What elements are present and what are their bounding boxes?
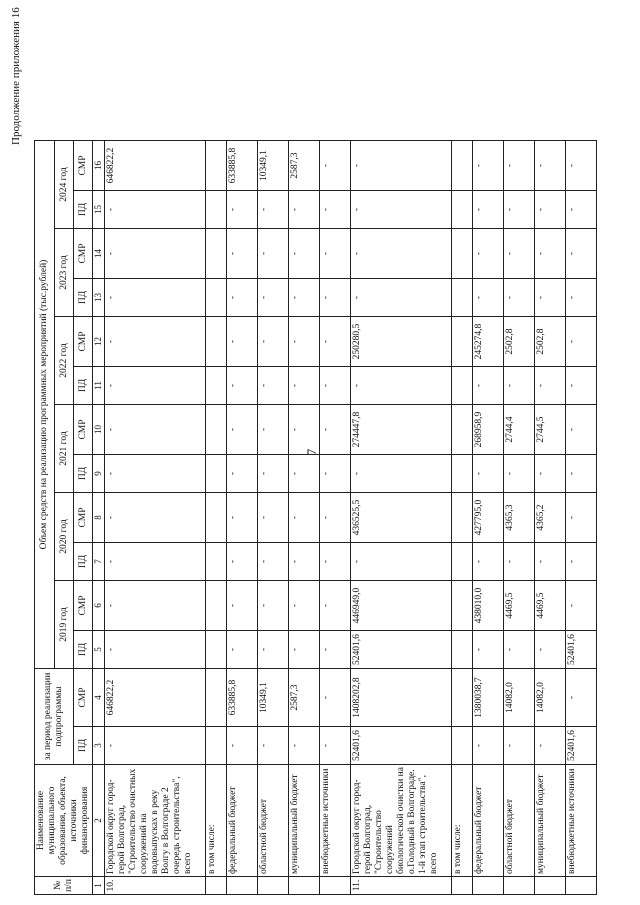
row-number: 10. — [105, 877, 206, 895]
row-number — [452, 877, 473, 895]
header-smr: СМР — [74, 317, 93, 367]
value-cell — [452, 581, 473, 631]
value-cell: - — [535, 279, 566, 317]
value-cell: - — [320, 317, 351, 367]
value-cell: 4365,3 — [504, 493, 535, 543]
value-cell — [206, 141, 227, 191]
value-cell — [206, 191, 227, 229]
value-cell: 2587,3 — [289, 141, 320, 191]
value-cell: - — [105, 493, 206, 543]
row-number — [535, 877, 566, 895]
value-cell — [452, 141, 473, 191]
row-name: муниципальный бюджет — [535, 765, 566, 877]
value-cell: - — [535, 727, 566, 765]
value-cell: - — [351, 543, 452, 581]
value-cell — [452, 405, 473, 455]
value-cell: - — [566, 543, 597, 581]
value-cell: - — [289, 405, 320, 455]
value-cell: - — [504, 727, 535, 765]
row-number — [504, 877, 535, 895]
value-cell: 427795,0 — [473, 493, 504, 543]
column-number: 11 — [93, 367, 105, 405]
value-cell: - — [289, 279, 320, 317]
value-cell: - — [258, 405, 289, 455]
value-cell: - — [473, 191, 504, 229]
value-cell: - — [320, 279, 351, 317]
value-cell: - — [289, 543, 320, 581]
value-cell: - — [566, 367, 597, 405]
value-cell: - — [258, 279, 289, 317]
value-cell: 436525,5 — [351, 493, 452, 543]
value-cell: - — [473, 727, 504, 765]
funding-table — [34, 140, 597, 895]
value-cell: - — [351, 191, 452, 229]
value-cell: 52401,6 — [566, 727, 597, 765]
header-pd: ПД — [74, 367, 93, 405]
value-cell: - — [351, 141, 452, 191]
header-smr: СМР — [74, 229, 93, 279]
value-cell: - — [105, 727, 206, 765]
value-cell: - — [320, 455, 351, 493]
header-pd: ПД — [74, 727, 93, 765]
value-cell: - — [227, 317, 258, 367]
header-smr: СМР — [74, 405, 93, 455]
table-row — [566, 141, 597, 895]
header-pd: ПД — [74, 543, 93, 581]
value-cell: 633885,8 — [227, 141, 258, 191]
row-number — [258, 877, 289, 895]
value-cell: - — [535, 141, 566, 191]
header-year-2023: 2023 год — [55, 229, 74, 317]
table-row — [289, 141, 320, 895]
header-pd: ПД — [74, 455, 93, 493]
value-cell: - — [535, 367, 566, 405]
value-cell: - — [566, 229, 597, 279]
value-cell: - — [473, 455, 504, 493]
value-cell: 10349,1 — [258, 669, 289, 727]
value-cell: 2744,5 — [535, 405, 566, 455]
row-name: Городской округ город-герой Волгоград, "Строительство сооружений биологической очистки на о.Голодный в Волгограде. 1-й этап строительства", всего — [351, 765, 452, 877]
value-cell: - — [566, 279, 597, 317]
row-number — [206, 877, 227, 895]
value-cell: - — [289, 455, 320, 493]
value-cell: - — [566, 581, 597, 631]
value-cell: - — [320, 669, 351, 727]
header-smr: СМР — [74, 141, 93, 191]
value-cell: - — [105, 581, 206, 631]
value-cell — [206, 669, 227, 727]
value-cell: 268958,9 — [473, 405, 504, 455]
value-cell: - — [535, 455, 566, 493]
value-cell: - — [105, 317, 206, 367]
value-cell: - — [504, 141, 535, 191]
column-number: 13 — [93, 279, 105, 317]
value-cell: 4365,2 — [535, 493, 566, 543]
header-year-2022: 2022 год — [55, 317, 74, 405]
row-name: федеральный бюджет — [473, 765, 504, 877]
value-cell — [206, 367, 227, 405]
value-cell: - — [105, 367, 206, 405]
value-cell: 14082,0 — [535, 669, 566, 727]
value-cell: 4469,5 — [504, 581, 535, 631]
value-cell: - — [258, 631, 289, 669]
value-cell: - — [504, 455, 535, 493]
value-cell: - — [535, 191, 566, 229]
table-row — [504, 141, 535, 895]
value-cell: - — [289, 727, 320, 765]
value-cell: - — [504, 279, 535, 317]
value-cell: 2744,4 — [504, 405, 535, 455]
column-number: 8 — [93, 493, 105, 543]
value-cell: - — [227, 229, 258, 279]
value-cell — [206, 317, 227, 367]
row-number: 11. — [351, 877, 452, 895]
value-cell: - — [258, 367, 289, 405]
value-cell — [206, 581, 227, 631]
value-cell: - — [566, 493, 597, 543]
value-cell: - — [320, 141, 351, 191]
value-cell: - — [566, 669, 597, 727]
value-cell: - — [320, 631, 351, 669]
value-cell: 52401,6 — [351, 727, 452, 765]
column-number: 16 — [93, 141, 105, 191]
value-cell — [452, 543, 473, 581]
value-cell — [206, 727, 227, 765]
column-number: 3 — [93, 727, 105, 765]
value-cell: - — [258, 191, 289, 229]
value-cell: - — [320, 405, 351, 455]
value-cell: - — [105, 191, 206, 229]
value-cell: - — [258, 229, 289, 279]
value-cell: - — [289, 191, 320, 229]
value-cell: - — [566, 455, 597, 493]
value-cell: - — [227, 727, 258, 765]
value-cell: - — [227, 455, 258, 493]
header-pd: ПД — [74, 631, 93, 669]
value-cell: - — [258, 581, 289, 631]
value-cell: - — [351, 455, 452, 493]
value-cell: 2502,8 — [504, 317, 535, 367]
header-year-2020: 2020 год — [55, 493, 74, 581]
header-year-2019: 2019 год — [55, 581, 74, 669]
value-cell: - — [258, 455, 289, 493]
column-number: 1 — [93, 877, 105, 895]
value-cell — [452, 229, 473, 279]
value-cell: - — [351, 229, 452, 279]
value-cell: - — [227, 279, 258, 317]
value-cell: - — [258, 493, 289, 543]
value-cell — [206, 229, 227, 279]
value-cell: - — [105, 455, 206, 493]
row-name: областной бюджет — [258, 765, 289, 877]
value-cell: - — [289, 581, 320, 631]
value-cell: - — [105, 631, 206, 669]
table-row — [105, 141, 206, 895]
value-cell — [206, 493, 227, 543]
value-cell: 446949,0 — [351, 581, 452, 631]
value-cell: - — [351, 367, 452, 405]
value-cell: - — [473, 367, 504, 405]
value-cell: 633885,8 — [227, 669, 258, 727]
header-no: № п/п — [35, 877, 93, 895]
value-cell: 10349,1 — [258, 141, 289, 191]
value-cell: - — [258, 727, 289, 765]
value-cell — [452, 455, 473, 493]
value-cell: 52401,6 — [566, 631, 597, 669]
column-number: 6 — [93, 581, 105, 631]
continuation-note: Продолжение приложения 16 — [10, 7, 22, 145]
value-cell: - — [473, 631, 504, 669]
value-cell: - — [535, 543, 566, 581]
row-name: Городской округ город-герой Волгоград, "Строительство очистных сооружений на водовыпусках в реку Волгу в Волгограде 2 очередь строительства", всего — [105, 765, 206, 877]
value-cell: - — [566, 317, 597, 367]
row-name: областной бюджет — [504, 765, 535, 877]
value-cell — [452, 631, 473, 669]
value-cell — [206, 405, 227, 455]
value-cell: - — [566, 405, 597, 455]
value-cell: - — [289, 229, 320, 279]
row-number — [566, 877, 597, 895]
value-cell: 1408202,8 — [351, 669, 452, 727]
value-cell: - — [535, 229, 566, 279]
value-cell: - — [504, 191, 535, 229]
value-cell: - — [289, 631, 320, 669]
table-row — [351, 141, 452, 895]
value-cell: - — [473, 141, 504, 191]
value-cell: - — [320, 229, 351, 279]
row-name: в том числе: — [452, 765, 473, 877]
header-pd: ПД — [74, 191, 93, 229]
row-name: федеральный бюджет — [227, 765, 258, 877]
row-number — [473, 877, 504, 895]
table-row — [258, 141, 289, 895]
value-cell: 274447,8 — [351, 405, 452, 455]
value-cell — [206, 455, 227, 493]
value-cell: 2502,8 — [535, 317, 566, 367]
value-cell: - — [258, 543, 289, 581]
header-name: Наименование муниципального образования, объекта, источники финансирования — [35, 765, 93, 877]
value-cell: - — [351, 279, 452, 317]
row-name: в том числе: — [206, 765, 227, 877]
row-name: внебюджетные источники — [320, 765, 351, 877]
header-funding: Объем средств на реализацию программных мероприятий (тыс.рублей) — [35, 141, 55, 669]
value-cell — [206, 631, 227, 669]
value-cell — [452, 191, 473, 229]
column-number: 2 — [93, 765, 105, 877]
header-pd: ПД — [74, 279, 93, 317]
value-cell: - — [566, 191, 597, 229]
row-name: муниципальный бюджет — [289, 765, 320, 877]
header-smr: СМР — [74, 581, 93, 631]
value-cell: - — [320, 367, 351, 405]
value-cell: - — [289, 493, 320, 543]
column-number: 7 — [93, 543, 105, 581]
value-cell: - — [504, 229, 535, 279]
value-cell: 52401,6 — [351, 631, 452, 669]
table-row — [535, 141, 566, 895]
value-cell: - — [105, 543, 206, 581]
value-cell — [206, 543, 227, 581]
value-cell: - — [289, 317, 320, 367]
value-cell — [452, 279, 473, 317]
table-row — [227, 141, 258, 895]
value-cell: - — [227, 493, 258, 543]
column-number: 9 — [93, 455, 105, 493]
column-number: 14 — [93, 229, 105, 279]
value-cell — [452, 367, 473, 405]
value-cell: - — [320, 493, 351, 543]
value-cell: 646822,2 — [105, 669, 206, 727]
value-cell: - — [289, 367, 320, 405]
value-cell — [452, 727, 473, 765]
value-cell: 2587,3 — [289, 669, 320, 727]
value-cell: - — [473, 279, 504, 317]
value-cell: - — [227, 367, 258, 405]
value-cell: - — [473, 229, 504, 279]
value-cell: - — [105, 405, 206, 455]
value-cell: - — [227, 543, 258, 581]
value-cell: - — [535, 631, 566, 669]
value-cell: - — [258, 317, 289, 367]
value-cell: 1380038,7 — [473, 669, 504, 727]
header-year-2024: 2024 год — [55, 141, 74, 229]
header-smr: СМР — [74, 669, 93, 727]
value-cell: - — [504, 543, 535, 581]
value-cell: - — [227, 581, 258, 631]
row-name: внебюджетные источники — [566, 765, 597, 877]
page-number: 7 — [304, 448, 319, 456]
column-number: 12 — [93, 317, 105, 367]
value-cell — [452, 669, 473, 727]
value-cell: - — [504, 631, 535, 669]
header-period: за период реализации подпрограммы — [35, 669, 74, 765]
value-cell: - — [320, 543, 351, 581]
row-number — [320, 877, 351, 895]
value-cell: - — [105, 279, 206, 317]
column-number: 10 — [93, 405, 105, 455]
value-cell: 14082,0 — [504, 669, 535, 727]
value-cell: 250280,5 — [351, 317, 452, 367]
value-cell: 245274,8 — [473, 317, 504, 367]
value-cell: - — [105, 229, 206, 279]
table-row — [320, 141, 351, 895]
value-cell: - — [320, 191, 351, 229]
column-number: 15 — [93, 191, 105, 229]
column-number: 4 — [93, 669, 105, 727]
header-year-2021: 2021 год — [55, 405, 74, 493]
value-cell — [452, 317, 473, 367]
row-number — [289, 877, 320, 895]
table-row — [452, 141, 473, 895]
value-cell: - — [227, 631, 258, 669]
value-cell — [206, 279, 227, 317]
column-number: 5 — [93, 631, 105, 669]
value-cell: - — [227, 405, 258, 455]
value-cell: - — [504, 367, 535, 405]
value-cell — [452, 493, 473, 543]
header-smr: СМР — [74, 493, 93, 543]
value-cell: 438010,0 — [473, 581, 504, 631]
value-cell: 4469,5 — [535, 581, 566, 631]
value-cell: - — [320, 727, 351, 765]
value-cell: - — [227, 191, 258, 229]
table-row — [473, 141, 504, 895]
table-row — [206, 141, 227, 895]
value-cell: - — [473, 543, 504, 581]
value-cell: - — [566, 141, 597, 191]
row-number — [227, 877, 258, 895]
value-cell: - — [320, 581, 351, 631]
value-cell: 646822,2 — [105, 141, 206, 191]
